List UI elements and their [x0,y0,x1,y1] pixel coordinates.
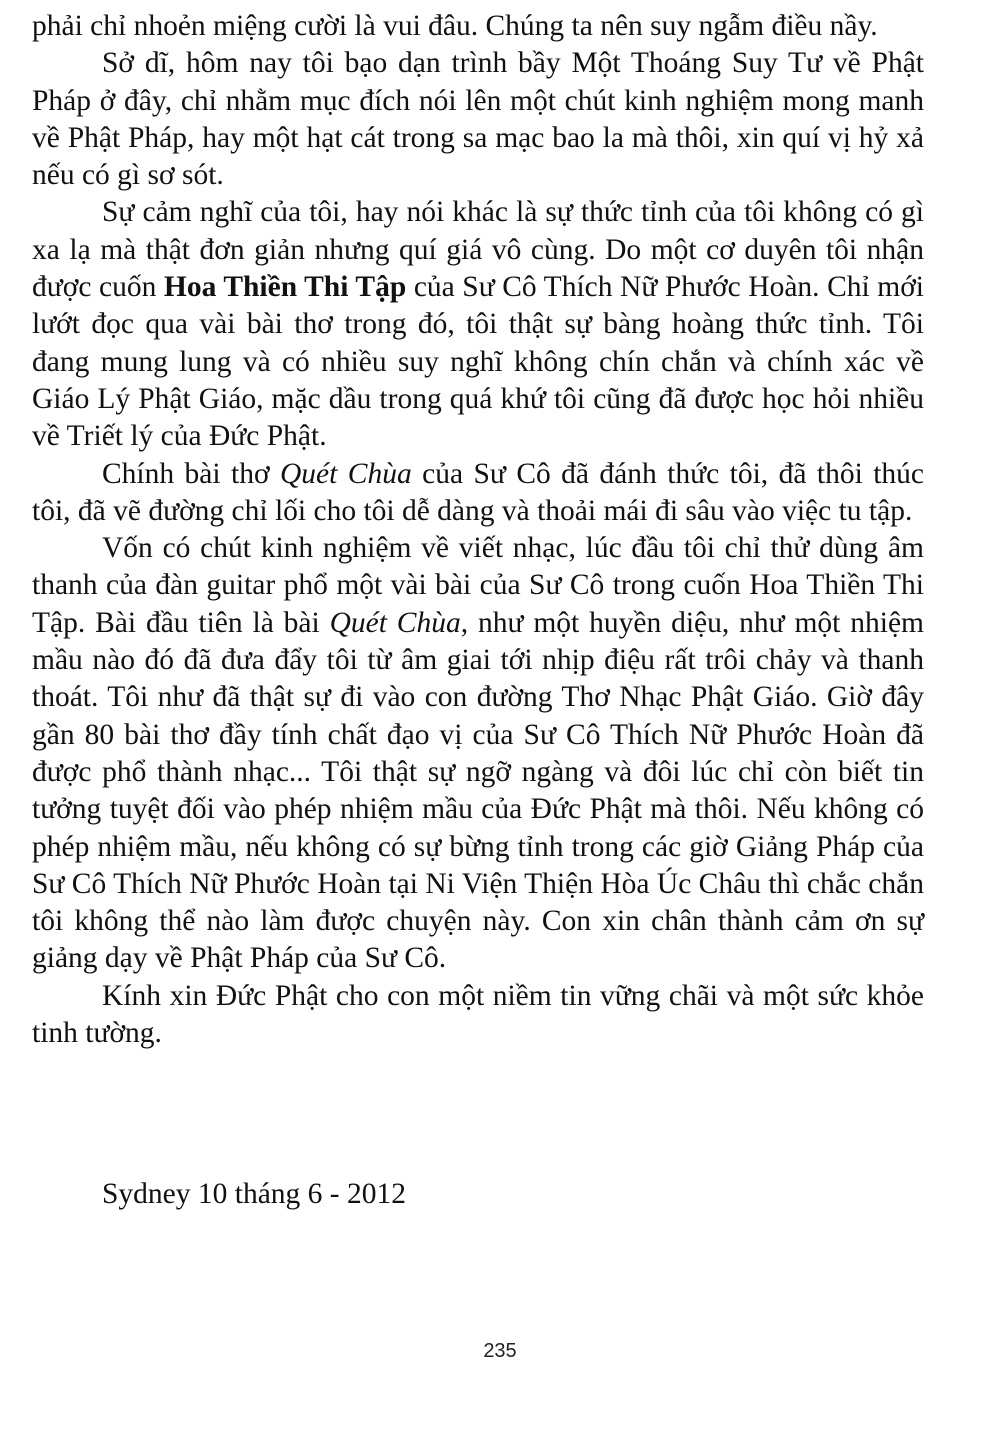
paragraph-text: phải chỉ nhoẻn miệng cười là vui đâu. Chúng ta nên suy ngẫm điều nầy. [32,10,878,42]
paragraph-intro [32,45,924,194]
paragraph-music [32,530,924,978]
book-title: Hoa Thiền Thi Tập [163,271,407,304]
poem-title: Quét Chùa [280,457,412,490]
paragraph-text: Sở dĩ, hôm nay tôi bạo dạn trình bầy Một Thoáng Suy Tư về Phật Pháp ở đây, chỉ nhằm mục đích nói lên một chút kinh nghiệm mong manh về Phật Pháp, hay một hạt cát trong sa mạc bao la mà thôi, xin quí vị hỷ xả nếu có gì sơ sót. [32,47,924,192]
paragraph-prayer [32,978,924,1053]
paragraph-continuation [32,8,924,45]
paragraph-text: Chính bài thơ [102,457,280,490]
date-line: Sydney 10 tháng 6 - 2012 [102,1178,406,1210]
poem-title: Quét Chùa [329,606,461,639]
page-number: 235 [483,1340,517,1362]
paragraph-awakening [32,194,924,455]
paragraph-text: Sự cảm nghĩ của tôi, hay nói khác là sự thức tỉnh của tôi không có gì xa lạ mà thật đơn giản nhưng quí giá vô cùng. Do một cơ duyên tôi nhận được cuốn [32,196,924,304]
paragraph-poem [32,456,924,531]
body-text [32,8,924,1052]
paragraph-text: Kính xin Đức Phật cho con một niềm tin vững chãi và một sức khỏe tinh tường. [32,979,924,1050]
paragraph-text: của Sư Cô Thích Nữ Phước Hoàn. Chỉ mới lướt đọc qua vài bài thơ trong đó, tôi thật sự bàng hoàng thức tỉnh. Tôi đang mung lung và có nhiều suy nghĩ không chín chắn và chính xác về Giáo Lý Phật Giáo, mặc dầu trong quá khứ tôi cũng đã được học hỏi nhiều về Triết lý của Đức Phật. [32,271,924,453]
paragraph-text: của Sư Cô đã đánh thức tôi, đã thôi thúc tôi, đã vẽ đường chỉ lối cho tôi dễ dàng và thoải mái đi sâu vào việc tu tập. [32,457,924,527]
paragraph-text: , như một huyền diệu, như một nhiệm mầu nào đó đã đưa đẩy tôi từ âm giai tới nhịp điệu rất trôi chảy và thanh thoát. Tôi như đã thật sự đi vào con đường Thơ Nhạc Phật Giáo. Giờ đây gần 80 bài thơ đầy tính chất đạo vị của Sư Cô Thích Nữ Phước Hoàn đã được phổ thành nhạc... Tôi thật sự ngỡ ngàng và đôi lúc chỉ còn biết tin tưởng tuyệt đối vào phép nhiệm mầu của Đức Phật mà thôi. Nếu không có phép nhiệm mầu, nếu không có sự bừng tỉnh trong các giờ Giảng Pháp của Sư Cô Thích Nữ Phước Hoàn tại Ni Viện Thiện Hòa Úc Châu thì chắc chắn tôi không thể nào làm được chuyện này. Con xin chân thành cảm ơn sự giảng dạy về Phật Pháp của Sư Cô. [32,606,924,975]
paragraph-text: Vốn có chút kinh nghiệm về viết nhạc, lúc đầu tôi chỉ thử dùng âm thanh của đàn guitar phổ một vài bài của Sư Cô trong cuốn Hoa Thiền Thi Tập. Bài đầu tiên là bài [32,532,924,639]
